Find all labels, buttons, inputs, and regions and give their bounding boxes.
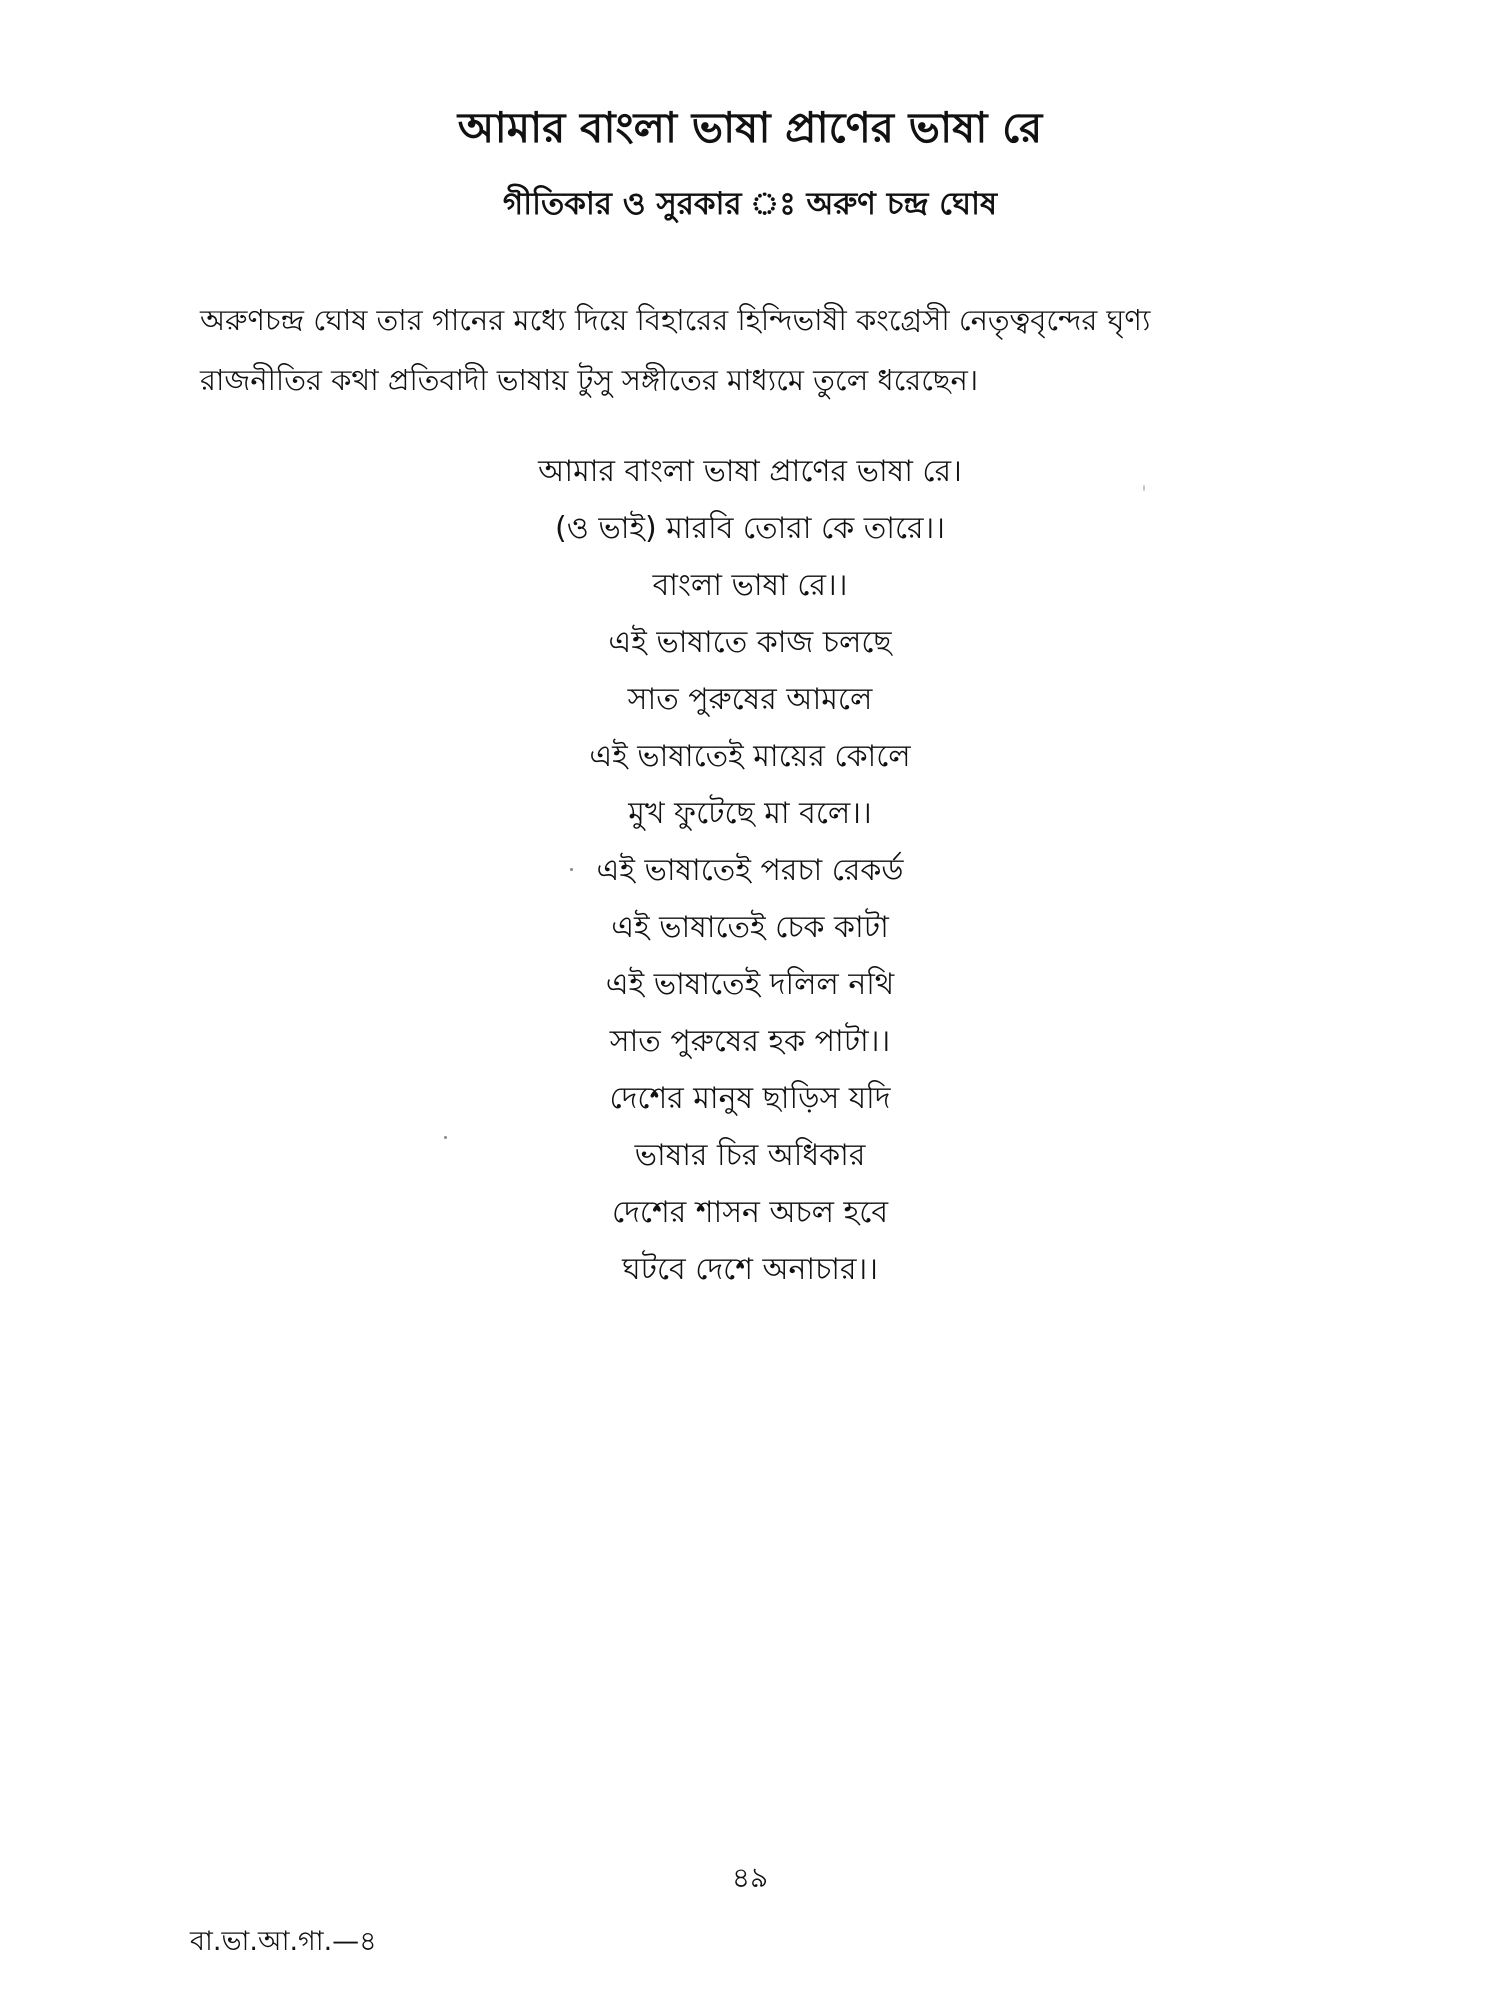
lyric-line: সাত পুরুষের আমলে [627,682,873,717]
song-title: আমার বাংলা ভাষা প্রাণের ভাষা রে [457,103,1043,152]
lyric-line: দেশের মানুষ ছাড়িস যদি [609,1081,891,1116]
lyric-line: ঘটবে দেশে অনাচার।। [622,1252,878,1287]
page-number: ৪৯ [731,1861,769,1894]
lyric-line: (ও ভাই) মারবি তোরা কে তারে।। [555,511,945,546]
intro-line: রাজনীতির কথা প্রতিবাদী ভাষায় টুসু সঙ্গীতের মাধ্যমে তুলে ধরেছেন। [200,363,979,397]
scan-speck [444,1136,447,1139]
intro-paragraph [200,290,1320,410]
lyric-line: ভাষার চির অধিকার [634,1138,866,1173]
scan-speck [1143,485,1145,491]
lyric-line: এই ভাষাতেই পরচা রেকর্ড [596,853,904,888]
lyric-line: মুখ ফুটেছে মা বলে।। [628,796,872,831]
lyric-line: এই ভাষাতেই চেক কাটা [611,910,889,945]
lyric-line: এই ভাষাতেই মায়ের কোলে [589,739,911,774]
lyric-line: বাংলা ভাষা রে।। [652,568,848,603]
lyrics-block [0,443,1500,1298]
intro-line: অরুণচন্দ্র ঘোষ তার গানের মধ্যে দিয়ে বিহারের হিন্দিভাষী কংগ্রেসী নেতৃত্ববৃন্দের ঘৃণ্য [200,303,1151,337]
lyric-line: আমার বাংলা ভাষা প্রাণের ভাষা রে। [538,454,962,489]
song-credits: গীতিকার ও সুরকার ঃ অরুণ চন্দ্র ঘোষ [502,186,998,222]
lyric-line: এই ভাষাতে কাজ চলছে [608,625,892,660]
lyric-line: এই ভাষাতেই দলিল নথি [605,967,895,1002]
lyric-line: দেশের শাসন অচল হবে [611,1195,889,1230]
footer-signature-code: বা.ভা.আ.গা.—৪ [190,1926,377,1957]
lyric-line: সাত পুরুষের হক পাটা।। [609,1024,891,1059]
scan-speck [570,868,573,871]
